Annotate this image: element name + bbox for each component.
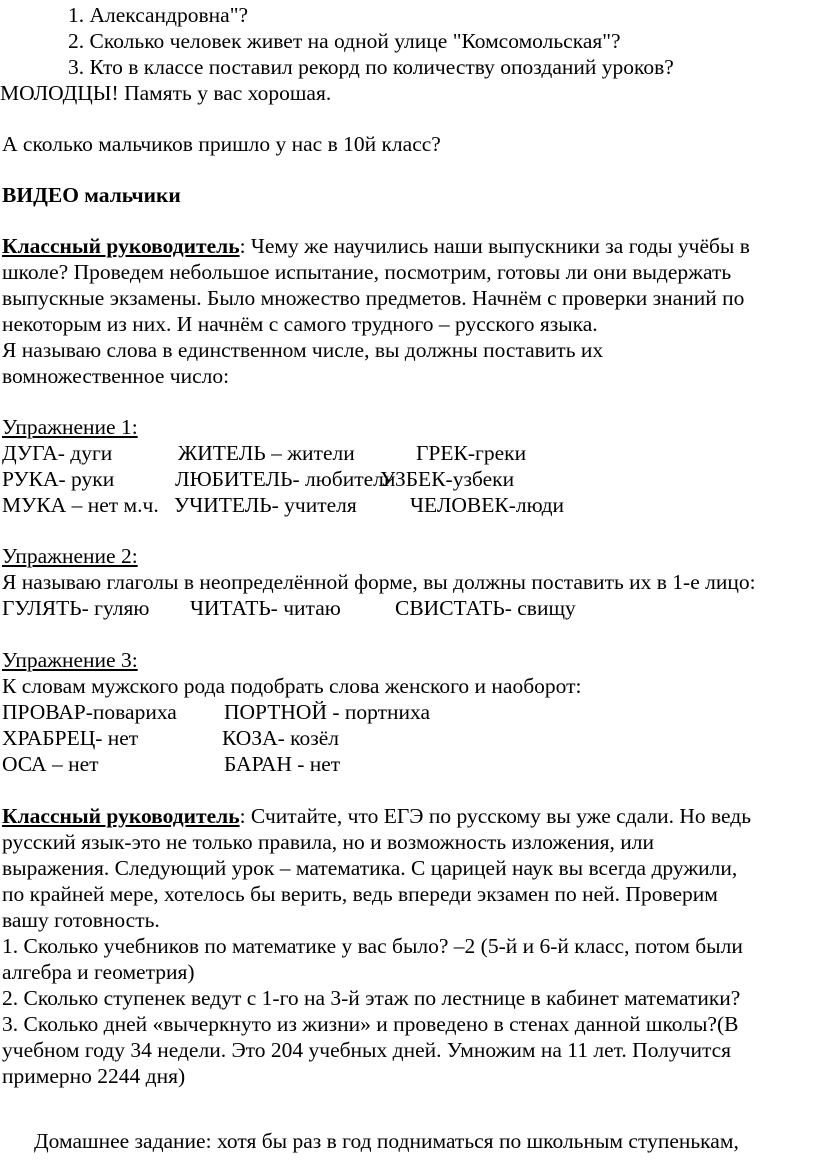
teacher2-line-5: вашу готовность.	[2, 908, 160, 932]
teacher-label: Классный руководитель	[2, 804, 240, 828]
exercise2-title: Упражнение 2:	[2, 544, 138, 568]
teacher2-line-4: по крайней мере, хотелось бы верить, ведь впереди экзамен по ней. Проверим	[2, 882, 718, 906]
teacher-text: : Чему же научились наши выпускники за годы учёбы в	[239, 234, 750, 258]
exercise3-title: Упражнение 3:	[2, 648, 138, 672]
praise-text: МОЛОДЦЫ! Память у вас хорошая.	[0, 81, 332, 105]
exercise2-intro: Я называю глаголы в неопределённой форме, вы должны поставить их в 1-е лицо:	[2, 570, 756, 594]
list-item-3: 3. Кто в классе поставил рекорд по количеству опозданий уроков?	[68, 55, 674, 79]
ex1-cell: ГРЕК-греки	[416, 441, 527, 465]
math-question-3: 3. Сколько дней «вычеркнуто из жизни» и проведено в стенах данной школы?(В	[2, 1012, 739, 1036]
math-question-2: 2. Сколько ступенек ведут с 1-го на 3-й этаж по лестнице в кабинет математики?	[2, 986, 741, 1010]
ex1-cell: УЗБЕК-узбеки	[380, 467, 515, 491]
teacher-line-1	[2, 233, 750, 259]
teacher-line-2: школе? Проведем небольшое испытание, посмотрим, готовы ли они выдержать	[2, 260, 732, 284]
ex1-cell: МУКА – нет м.ч.	[2, 493, 159, 517]
ex3-cell: БАРАН - нет	[224, 752, 341, 776]
teacher-line-5: Я называю слова в единственном числе, вы должны поставить их	[2, 338, 604, 362]
ex2-cell: СВИСТАТЬ- свищу	[395, 596, 576, 620]
teacher2-line-3: выражения. Следующий урок – математика. С царицей наук вы всегда дружили,	[2, 856, 738, 880]
homework-text: Домашнее задание: хотя бы раз в год подниматься по школьным ступенькам,	[34, 1129, 739, 1153]
teacher-line-3: выпускные экзамены. Было множество предметов. Начнём с проверки знаний по	[2, 286, 745, 310]
exercise3-intro: К словам мужского рода подобрать слова женского и наоборот:	[2, 674, 582, 698]
ex2-cell: ЧИТАТЬ- читаю	[190, 596, 341, 620]
list-item-1: 1. Александровна"?	[68, 3, 249, 27]
math-question-1-cont: алгебра и геометрия)	[2, 960, 195, 984]
question-boys: А сколько мальчиков пришло у нас в 10й класс?	[2, 132, 441, 156]
teacher-label: Классный руководитель	[2, 234, 240, 258]
teacher-line-4: некоторым из них. И начнём с самого трудного – русского языка.	[2, 312, 598, 336]
ex1-cell: ДУГА- дуги	[2, 441, 113, 465]
ex3-cell: ХРАБРЕЦ- нет	[2, 726, 139, 750]
ex1-cell: УЧИТЕЛЬ- учителя	[174, 493, 357, 517]
ex2-cell: ГУЛЯТЬ- гуляю	[2, 596, 150, 620]
ex3-cell: ПОРТНОЙ - портниха	[224, 700, 431, 724]
ex3-cell: КОЗА- козёл	[222, 726, 340, 750]
ex3-cell: ПРОВАР-повариха	[2, 700, 177, 724]
ex3-cell: ОСА – нет	[2, 752, 99, 776]
teacher2-line-2: русский язык-это не только правила, но и возможность изложения, или	[2, 830, 655, 854]
math-question-3-cont: учебном году 34 недели. Это 204 учебных дней. Умножим на 11 лет. Получится	[2, 1038, 732, 1062]
video-heading: ВИДЕО мальчики	[2, 183, 181, 207]
teacher-text: : Считайте, что ЕГЭ по русскому вы уже сдали. Но ведь	[239, 804, 752, 828]
ex1-cell: ЧЕЛОВЕК-люди	[410, 493, 565, 517]
teacher2-line-1	[2, 803, 751, 829]
ex1-cell: РУКА- руки	[2, 467, 115, 491]
ex1-cell: ЛЮБИТЕЛЬ- любители	[175, 467, 396, 491]
ex1-cell: ЖИТЕЛЬ – жители	[178, 441, 355, 465]
math-question-3-end: примерно 2244 дня)	[2, 1064, 186, 1088]
list-item-2: 2. Сколько человек живет на одной улице "Комсомольская"?	[68, 29, 621, 53]
math-question-1: 1. Сколько учебников по математике у вас было? –2 (5-й и 6-й класс, потом были	[2, 934, 743, 958]
teacher-line-6: вомножественное число:	[2, 364, 230, 388]
exercise1-title: Упражнение 1:	[2, 415, 138, 439]
